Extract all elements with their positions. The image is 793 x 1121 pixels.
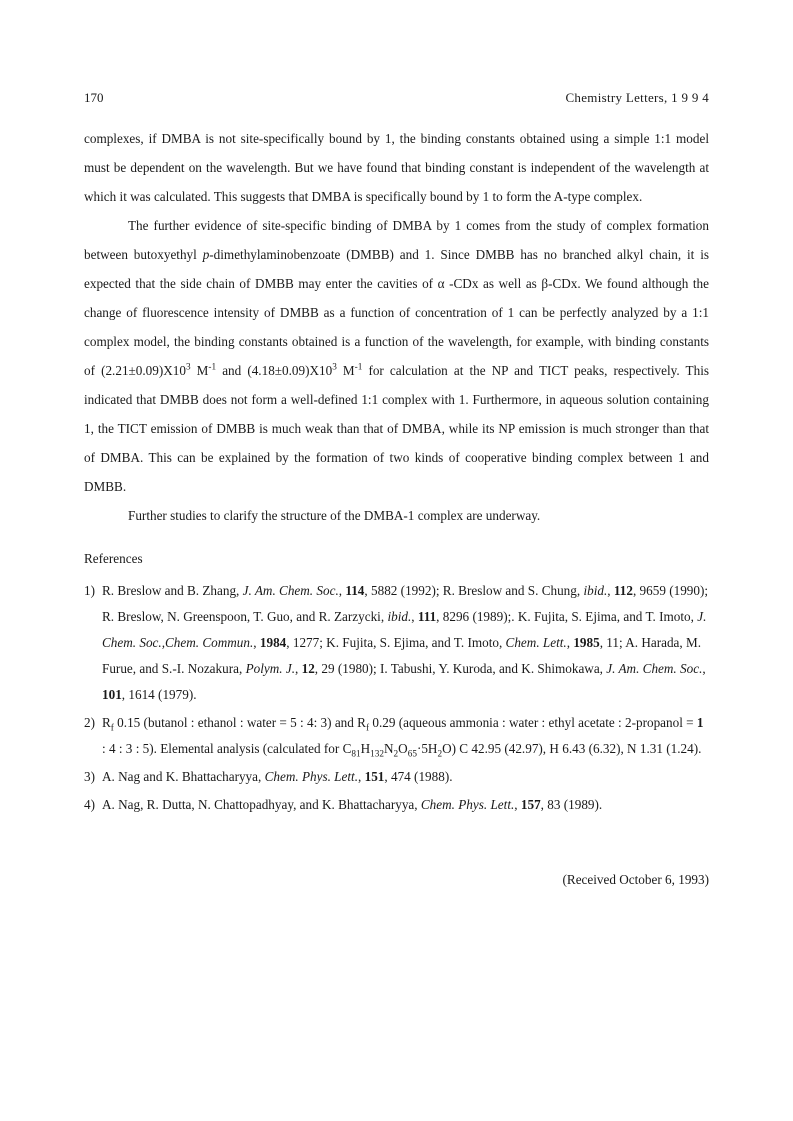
reference-text: A. Nag and K. Bhattacharyya, Chem. Phys. Lett., 151, 474 (1988). [102, 769, 453, 784]
paragraph-2: The further evidence of site-specific binding of DMBA by 1 comes from the study of complex formation between butoxyethyl p-dimethylaminobenzoate (DMBB) and 1. Since DMBB has no branched alkyl chain, it is expected that the side chain of DMBB may enter the cavities of α -CDx as well as β-CDx. We found although the change of fluorescence intensity of DMBB as a function of concentration of 1 can be perfectly analyzed by a 1:1 complex model, the binding constants obtained is a function of the wavelength, for example, with binding constants of $(2.21\pm 0.09)X10^3$ $M^{-1}$ and $(4.18\pm 0.09)X10^3$ $M^{-1}$ for calculation at the NP and TICT peaks, respectively. This indicated that DMBB does not form a well-defined 1:1 complex with 1. Furthermore, in aqueous solution containing 1, the TICT emission of DMBB is much weak than that of DMBA, while its NP emission is much stronger than that of DMBA. This can be explained by the formation of two kinds of cooperative binding complex between 1 and DMBB. [84, 218, 709, 494]
reference-number: 3) [84, 769, 95, 784]
reference-text: A. Nag, R. Dutta, N. Chattopadhyay, and K. Bhattacharyya, Chem. Phys. Lett., 157, 83 (1989). [102, 797, 603, 812]
reference-text: R. Breslow and B. Zhang, J. Am. Chem. Soc., 114, 5882 (1992); R. Breslow and S. Chung, ibid., 112, 9659 (1990); R. Breslow, N. Greenspoon, T. Guo, and R. Zarzycki, ibid., 111, 8296 (1989);. K. Fujita, S. Ejima, and T. Imoto, J. Chem. Soc.,Chem. Commun., 1984, 1277; K. Fujita, S. Ejima, and T. Imoto, Chem. Lett., 1985, 11; A. Harada, M. Furue, and S.-I. Nozakura, Polym. J., 12, 29 (1980); I. Tabushi, Y. Kuroda, and K. Shimokawa, J. Am. Chem. Soc., 101, 1614 (1979). [102, 583, 709, 702]
reference-number: 4) [84, 797, 95, 812]
reference-item [84, 578, 709, 708]
body-text [84, 124, 709, 530]
reference-item [84, 792, 709, 818]
references-heading: References [84, 551, 143, 566]
page-number: 170 [84, 90, 104, 105]
reference-text: $R_f$ 0.15 (butanol : ethanol : water = 5 : 4: 3) and $R_f$ 0.29 (aqueous ammonia : water : ethyl acetate : 2-propanol = 1 : 4 : 3 : 5). Elemental analysis (calculated for $C_{81}H_{132}N_2O_{65}\cdot 5H_2O$) C 42.95 (42.97), H 6.43 (6.32), N 1.31 (1.24). [102, 715, 704, 759]
reference-number: 1) [84, 583, 95, 598]
running-header [84, 90, 709, 108]
reference-item [84, 710, 709, 762]
reference-number: 2) [84, 715, 95, 730]
references-section [84, 546, 709, 820]
reference-list [84, 578, 709, 818]
reference-item [84, 764, 709, 790]
journal-title: Chemistry Letters, 1 9 9 4 [565, 90, 709, 105]
paragraph-3: Further studies to clarify the structure of the DMBA-1 complex are underway. [128, 508, 541, 523]
paragraph-1: complexes, if DMBA is not site-specifically bound by 1, the binding constants obtained using a simple 1:1 model must be dependent on the wavelength. But we have found that binding constant is independent of the wavelength at which it was calculated. This suggests that DMBA is specifically bound by 1 to form the A-type complex. [84, 131, 709, 204]
received-date: (Received October 6, 1993) [562, 872, 709, 887]
